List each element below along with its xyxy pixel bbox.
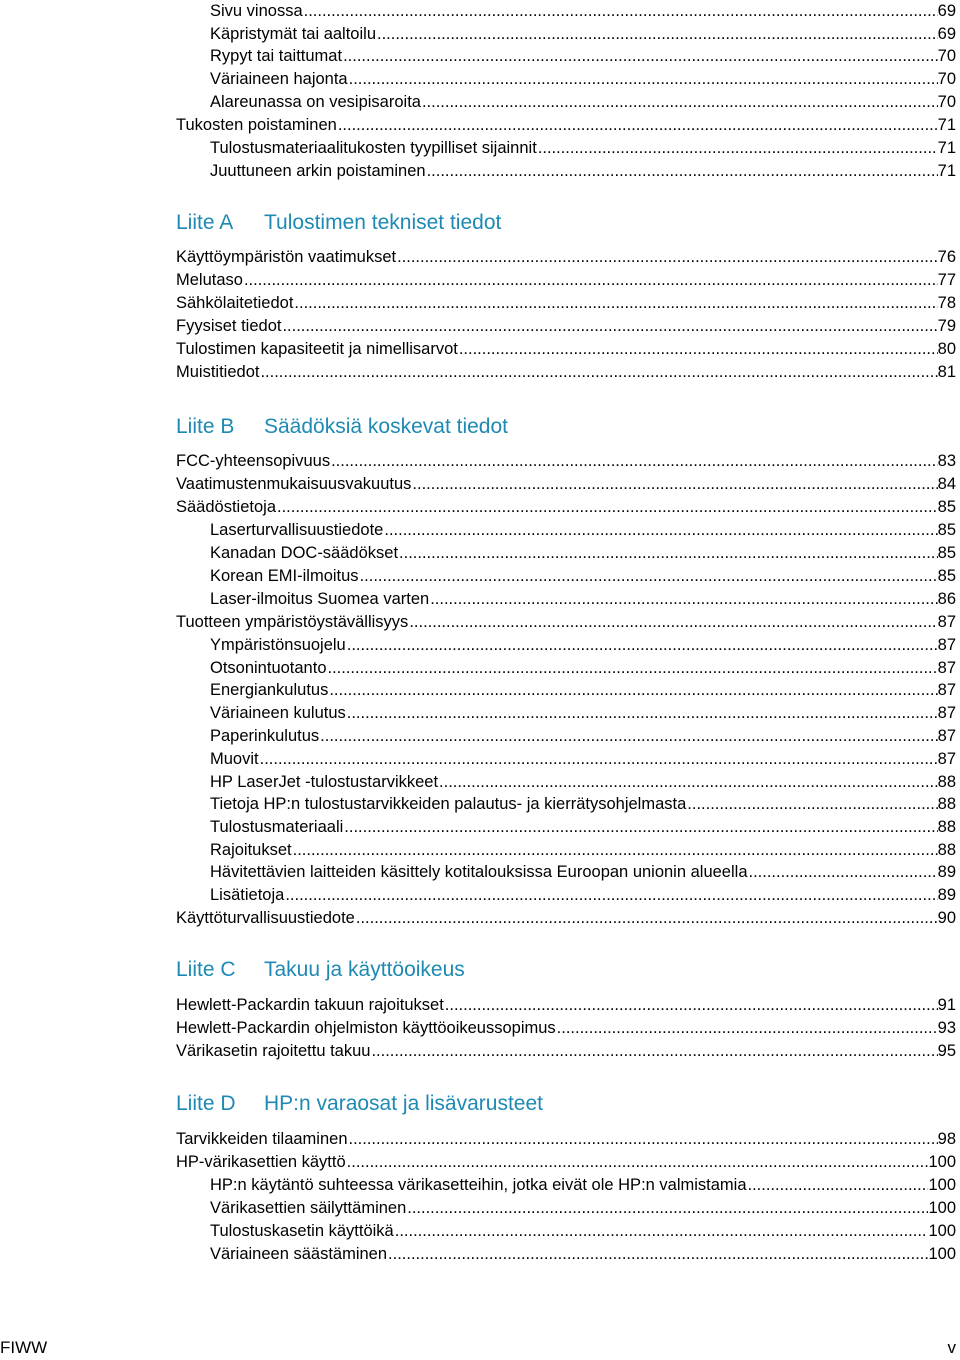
dot-leader — [377, 23, 938, 45]
toc-entry-page: 88 — [937, 773, 956, 791]
toc-entry-title: Ympäristönsuojelu — [210, 636, 346, 654]
dot-leader — [331, 450, 938, 472]
toc-entry-title: Värikasettien säilyttäminen — [210, 1199, 407, 1217]
toc-entry-page: 71 — [937, 116, 956, 134]
toc-entry-title: Tulostuskasetin käyttöikä — [210, 1222, 394, 1240]
toc-entry-page: 98 — [937, 1130, 956, 1148]
toc-entry-page: 88 — [937, 841, 956, 859]
dot-leader — [395, 1220, 929, 1242]
dot-leader — [427, 160, 938, 182]
toc-entry-page: 87 — [937, 704, 956, 722]
toc-entry-page: 77 — [937, 271, 956, 289]
dot-leader — [371, 1040, 937, 1062]
dot-leader — [399, 542, 938, 564]
toc-entry-title: Muovit — [210, 750, 259, 768]
dot-leader — [360, 565, 938, 587]
toc-entry-title: Korean EMI-ilmoitus — [210, 567, 359, 585]
toc-entry[interactable] — [176, 269, 956, 291]
toc-entry-page: 79 — [937, 317, 956, 335]
toc-entry-page: 87 — [937, 636, 956, 654]
toc-entry-title: Käpristymät tai aaltoilu — [210, 25, 376, 43]
toc-entry[interactable] — [176, 292, 956, 314]
dot-leader — [412, 473, 937, 495]
toc-entry-page: 85 — [937, 567, 956, 585]
dot-leader — [294, 292, 937, 314]
dot-leader — [347, 1151, 929, 1173]
toc-entry-title: Rypyt tai taittumat — [210, 47, 343, 65]
toc-entry-page: 100 — [928, 1153, 956, 1171]
toc-entry-page: 86 — [937, 590, 956, 608]
dot-leader — [409, 611, 937, 633]
toc-entry[interactable] — [176, 994, 956, 1016]
toc-entry-page: 81 — [937, 363, 956, 381]
toc-entry[interactable] — [176, 1040, 956, 1062]
dot-leader — [422, 91, 938, 113]
toc-entry-title: Käyttöympäristön vaatimukset — [176, 248, 397, 266]
dot-leader — [285, 884, 937, 906]
toc-entry-title: Tulostusmateriaali — [210, 818, 344, 836]
toc-entry[interactable] — [210, 23, 956, 45]
toc-entry-title: Laserturvallisuustiedote — [210, 521, 384, 539]
dot-leader — [282, 315, 937, 337]
toc-entry-page: 80 — [937, 340, 956, 358]
toc-entry[interactable] — [176, 473, 956, 495]
appendix-title: HP:n varaosat ja lisävarusteet — [264, 1092, 543, 1115]
toc-entry-title: Sivu vinossa — [210, 2, 303, 20]
toc-entry-page: 95 — [937, 1042, 956, 1060]
toc-entry[interactable] — [210, 657, 956, 679]
toc-entry-title: Väriaineen hajonta — [210, 70, 348, 88]
toc-entry[interactable] — [210, 816, 956, 838]
toc-entry-title: Tukosten poistaminen — [176, 116, 337, 134]
dot-leader — [344, 816, 937, 838]
toc-entry[interactable] — [210, 771, 956, 793]
toc-entry-page: 76 — [937, 248, 956, 266]
toc-entry[interactable] — [210, 839, 956, 861]
toc-entry-title: Väriaineen säästäminen — [210, 1245, 388, 1263]
toc-entry[interactable] — [210, 702, 956, 724]
toc-entry-page: 89 — [937, 886, 956, 904]
toc-entry[interactable] — [210, 634, 956, 656]
toc-entry[interactable] — [210, 519, 956, 541]
toc-entry[interactable] — [210, 0, 956, 22]
toc-entry[interactable] — [210, 160, 956, 182]
dot-leader — [388, 1243, 928, 1265]
toc-entry[interactable] — [210, 793, 956, 815]
dot-leader — [320, 725, 937, 747]
appendix-label: Liite B — [176, 415, 235, 438]
toc-entry[interactable] — [210, 1174, 956, 1196]
toc-entry[interactable] — [210, 565, 956, 587]
toc-entry-page: 71 — [937, 139, 956, 157]
dot-leader — [384, 519, 937, 541]
appendix-heading[interactable] — [176, 1089, 543, 1119]
toc-entry-title: Hewlett-Packardin ohjelmiston käyttöoikeussopimus — [176, 1019, 556, 1037]
toc-entry-title: Energiankulutus — [210, 681, 329, 699]
toc-entry-title: Muistitiedot — [176, 363, 260, 381]
dot-leader — [347, 702, 938, 724]
dot-leader — [538, 137, 938, 159]
toc-entry-title: Rajoitukset — [210, 841, 292, 859]
toc-entry[interactable] — [176, 611, 956, 633]
toc-entry-page: 100 — [928, 1199, 956, 1217]
toc-entry[interactable] — [176, 496, 956, 518]
dot-leader — [293, 839, 938, 861]
appendix-label: Liite D — [176, 1092, 236, 1115]
toc-entry-title: Käyttöturvallisuustiedote — [176, 909, 355, 927]
toc-entry-title: HP:n käytäntö suhteessa värikasetteihin, jotka eivät ole HP:n valmistamia — [210, 1176, 747, 1194]
toc-entry-page: 70 — [937, 47, 956, 65]
toc-entry-title: Paperinkulutus — [210, 727, 320, 745]
dot-leader — [445, 994, 938, 1016]
toc-entry-page: 88 — [937, 795, 956, 813]
toc-entry[interactable] — [210, 1243, 956, 1265]
appendix-label: Liite A — [176, 211, 234, 234]
toc-entry[interactable] — [176, 114, 956, 136]
toc-entry-title: Tietoja HP:n tulostustarvikkeiden palautus- ja kierrätysohjelmasta — [210, 795, 687, 813]
toc-entry-title: Tuotteen ympäristöystävällisyys — [176, 613, 409, 631]
toc-entry-page: 93 — [937, 1019, 956, 1037]
dot-leader — [304, 0, 938, 22]
appendix-title: Säädöksiä koskevat tiedot — [264, 415, 508, 438]
toc-entry-page: 87 — [937, 750, 956, 768]
toc-entry-page: 69 — [937, 2, 956, 20]
toc-entry-page: 70 — [937, 70, 956, 88]
toc-entry-page: 85 — [937, 521, 956, 539]
dot-leader — [328, 657, 938, 679]
toc-entry-title: HP-värikasettien käyttö — [176, 1153, 346, 1171]
dot-leader — [748, 1174, 929, 1196]
toc-entry[interactable] — [176, 1128, 956, 1150]
toc-entry[interactable] — [210, 884, 956, 906]
toc-entry-title: Juuttuneen arkin poistaminen — [210, 162, 426, 180]
toc-entry-page: 85 — [937, 498, 956, 516]
toc-entry-page: 88 — [937, 818, 956, 836]
toc-entry[interactable] — [210, 1197, 956, 1219]
toc-entry[interactable] — [176, 246, 956, 268]
toc-entry[interactable] — [176, 1151, 956, 1173]
toc-entry-title: Otsonintuotanto — [210, 659, 327, 677]
dot-leader — [557, 1017, 938, 1039]
dot-leader — [343, 45, 938, 67]
toc-entry-title: Sähkölaitetiedot — [176, 294, 294, 312]
dot-leader — [356, 907, 938, 929]
toc-entry[interactable] — [210, 542, 956, 564]
toc-entry-title: Väriaineen kulutus — [210, 704, 346, 722]
toc-entry-title: Fyysiset tiedot — [176, 317, 282, 335]
toc-entry-title: Hävitettävien laitteiden käsittely kotitalouksissa Euroopan unionin alueella — [210, 863, 748, 881]
toc-entry-page: 87 — [937, 613, 956, 631]
toc-entry-page: 78 — [937, 294, 956, 312]
dot-leader — [349, 68, 938, 90]
toc-entry-title: Vaatimustenmukaisuusvakuutus — [176, 475, 412, 493]
toc-entry-page: 87 — [937, 727, 956, 745]
toc-entry[interactable] — [210, 725, 956, 747]
appendix-heading[interactable] — [176, 208, 501, 238]
toc-entry-page: 87 — [937, 659, 956, 677]
toc-entry-page: 85 — [937, 544, 956, 562]
toc-entry-title: Tulostusmateriaalitukosten tyypilliset sijainnit — [210, 139, 537, 157]
dot-leader — [338, 114, 938, 136]
toc-entry-page: 69 — [937, 25, 956, 43]
toc-entry[interactable] — [210, 45, 956, 67]
dot-leader — [397, 246, 938, 268]
appendix-title: Takuu ja käyttöoikeus — [264, 958, 465, 981]
toc-entry[interactable] — [210, 68, 956, 90]
toc-entry-page: 91 — [937, 996, 956, 1014]
toc-entry[interactable] — [176, 450, 956, 472]
toc-entry-page: 89 — [937, 863, 956, 881]
toc-entry-page: 100 — [928, 1222, 956, 1240]
toc-entry[interactable] — [176, 907, 956, 929]
appendix-heading[interactable] — [176, 955, 465, 985]
toc-entry[interactable] — [210, 861, 956, 883]
footer-label: FIWW — [0, 1338, 48, 1357]
toc-entry-title: Kanadan DOC-säädökset — [210, 544, 399, 562]
toc-entry[interactable] — [210, 588, 956, 610]
page-number: v — [947, 1338, 956, 1357]
dot-leader — [260, 361, 937, 383]
toc-entry[interactable] — [176, 315, 956, 337]
toc-entry-title: Tulostimen kapasiteetit ja nimellisarvot — [176, 340, 458, 358]
toc-entry[interactable] — [176, 338, 956, 360]
dot-leader — [459, 338, 938, 360]
toc-entry-title: Melutaso — [176, 271, 243, 289]
toc-entry-title: Tarvikkeiden tilaaminen — [176, 1130, 348, 1148]
toc-entry-page: 87 — [937, 681, 956, 699]
toc-entry[interactable] — [210, 679, 956, 701]
toc-entry-title: Säädöstietoja — [176, 498, 276, 516]
toc-entry-title: Alareunassa on vesipisaroita — [210, 93, 421, 111]
dot-leader — [439, 771, 938, 793]
dot-leader — [260, 748, 938, 770]
dot-leader — [430, 588, 937, 610]
dot-leader — [329, 679, 937, 701]
dot-leader — [277, 496, 938, 518]
dot-leader — [687, 793, 937, 815]
toc-entry[interactable] — [176, 361, 956, 383]
toc-entry-page: 100 — [928, 1176, 956, 1194]
dot-leader — [349, 1128, 938, 1150]
toc-entry[interactable] — [210, 1220, 956, 1242]
toc-entry-page: 84 — [937, 475, 956, 493]
dot-leader — [749, 861, 938, 883]
dot-leader — [407, 1197, 928, 1219]
toc-entry-page: 70 — [937, 93, 956, 111]
toc-entry-title: Laser-ilmoitus Suomea varten — [210, 590, 430, 608]
dot-leader — [347, 634, 938, 656]
toc-entry-page: 71 — [937, 162, 956, 180]
toc-entry[interactable] — [210, 748, 956, 770]
toc-entry-page: 83 — [937, 452, 956, 470]
appendix-heading[interactable] — [176, 412, 508, 442]
toc-entry-title: Värikasetin rajoitettu takuu — [176, 1042, 371, 1060]
toc-entry-page: 100 — [928, 1245, 956, 1263]
toc-entry-title: HP LaserJet -tulostustarvikkeet — [210, 773, 439, 791]
toc-entry[interactable] — [210, 137, 956, 159]
toc-entry-page: 90 — [937, 909, 956, 927]
toc-entry-title: FCC-yhteensopivuus — [176, 452, 331, 470]
toc-entry[interactable] — [176, 1017, 956, 1039]
toc-entry[interactable] — [210, 91, 956, 113]
appendix-title: Tulostimen tekniset tiedot — [264, 211, 502, 234]
appendix-label: Liite C — [176, 958, 236, 981]
dot-leader — [244, 269, 938, 291]
toc-entry-title: Lisätietoja — [210, 886, 285, 904]
toc-entry-title: Hewlett-Packardin takuun rajoitukset — [176, 996, 444, 1014]
